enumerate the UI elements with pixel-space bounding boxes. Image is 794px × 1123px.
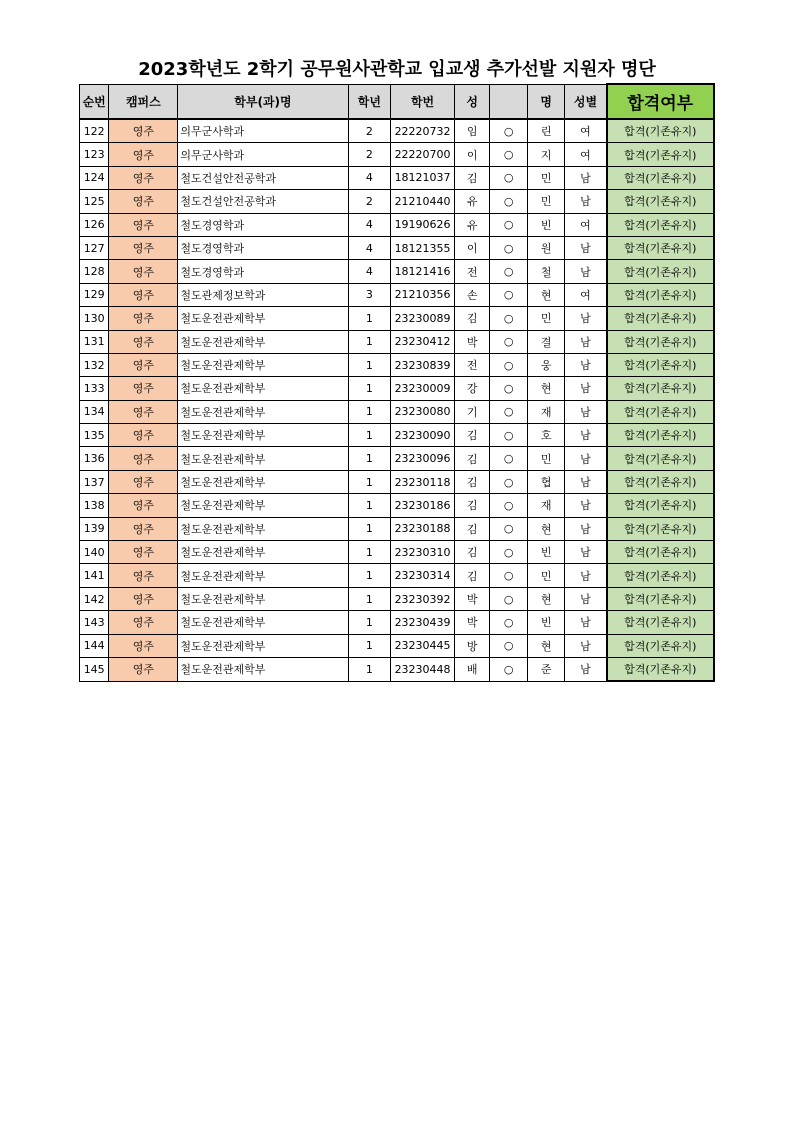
cell-no: 145 xyxy=(80,657,109,681)
column-header-given-name: 명 xyxy=(527,84,565,119)
cell-surname: 김 xyxy=(454,541,489,564)
cell-dept: 철도운전관제학부 xyxy=(178,400,348,423)
cell-year: 4 xyxy=(348,260,391,283)
cell-masked: ○ xyxy=(490,494,528,517)
cell-gender: 여 xyxy=(565,143,607,166)
cell-campus: 영주 xyxy=(109,143,178,166)
cell-given-name: 민 xyxy=(527,190,565,213)
table-row xyxy=(80,587,715,610)
cell-gender: 남 xyxy=(565,611,607,634)
cell-masked: ○ xyxy=(490,517,528,540)
table-row xyxy=(80,190,715,213)
cell-dept: 철도운전관제학부 xyxy=(178,494,348,517)
cell-dept: 철도건설안전공학과 xyxy=(178,190,348,213)
cell-gender: 남 xyxy=(565,517,607,540)
cell-dept: 철도운전관제학부 xyxy=(178,611,348,634)
cell-campus: 영주 xyxy=(109,377,178,400)
cell-student-id: 23230448 xyxy=(391,657,455,681)
cell-result: 합격(기존유지) xyxy=(607,307,715,330)
cell-masked: ○ xyxy=(490,470,528,493)
cell-no: 131 xyxy=(80,330,109,353)
cell-masked: ○ xyxy=(490,657,528,681)
cell-masked: ○ xyxy=(490,143,528,166)
cell-surname: 손 xyxy=(454,283,489,306)
cell-surname: 김 xyxy=(454,470,489,493)
cell-given-name: 철 xyxy=(527,260,565,283)
cell-dept: 철도경영학과 xyxy=(178,213,348,236)
cell-no: 138 xyxy=(80,494,109,517)
cell-gender: 남 xyxy=(565,260,607,283)
cell-surname: 방 xyxy=(454,634,489,657)
cell-result: 합격(기존유지) xyxy=(607,119,715,143)
cell-masked: ○ xyxy=(490,353,528,376)
cell-student-id: 23230009 xyxy=(391,377,455,400)
cell-masked: ○ xyxy=(490,190,528,213)
cell-masked: ○ xyxy=(490,377,528,400)
table-row xyxy=(80,283,715,306)
cell-masked: ○ xyxy=(490,424,528,447)
table-row xyxy=(80,541,715,564)
cell-surname: 강 xyxy=(454,377,489,400)
table-row xyxy=(80,213,715,236)
cell-surname: 박 xyxy=(454,587,489,610)
cell-given-name: 웅 xyxy=(527,353,565,376)
table-row xyxy=(80,517,715,540)
cell-gender: 남 xyxy=(565,166,607,189)
cell-masked: ○ xyxy=(490,260,528,283)
cell-given-name: 현 xyxy=(527,517,565,540)
cell-no: 136 xyxy=(80,447,109,470)
cell-dept: 철도운전관제학부 xyxy=(178,353,348,376)
cell-dept: 철도운전관제학부 xyxy=(178,377,348,400)
cell-year: 1 xyxy=(348,400,391,423)
cell-campus: 영주 xyxy=(109,611,178,634)
cell-student-id: 23230090 xyxy=(391,424,455,447)
cell-no: 130 xyxy=(80,307,109,330)
cell-dept: 철도운전관제학부 xyxy=(178,564,348,587)
cell-gender: 남 xyxy=(565,330,607,353)
cell-year: 1 xyxy=(348,424,391,447)
cell-gender: 남 xyxy=(565,564,607,587)
column-header-student-id: 학번 xyxy=(391,84,455,119)
cell-student-id: 23230089 xyxy=(391,307,455,330)
cell-result: 합격(기존유지) xyxy=(607,494,715,517)
column-header-campus: 캠퍼스 xyxy=(109,84,178,119)
cell-surname: 김 xyxy=(454,166,489,189)
cell-no: 129 xyxy=(80,283,109,306)
cell-masked: ○ xyxy=(490,213,528,236)
cell-given-name: 현 xyxy=(527,377,565,400)
table-header-row xyxy=(80,84,715,119)
cell-given-name: 재 xyxy=(527,494,565,517)
cell-year: 3 xyxy=(348,283,391,306)
cell-campus: 영주 xyxy=(109,353,178,376)
cell-gender: 남 xyxy=(565,353,607,376)
table-row xyxy=(80,564,715,587)
cell-campus: 영주 xyxy=(109,564,178,587)
cell-year: 1 xyxy=(348,307,391,330)
table-row xyxy=(80,166,715,189)
cell-gender: 남 xyxy=(565,657,607,681)
cell-surname: 김 xyxy=(454,447,489,470)
cell-year: 1 xyxy=(348,611,391,634)
cell-gender: 남 xyxy=(565,190,607,213)
cell-no: 126 xyxy=(80,213,109,236)
cell-result: 합격(기존유지) xyxy=(607,541,715,564)
cell-surname: 김 xyxy=(454,307,489,330)
cell-result: 합격(기존유지) xyxy=(607,517,715,540)
cell-year: 4 xyxy=(348,236,391,259)
cell-year: 2 xyxy=(348,190,391,213)
cell-surname: 이 xyxy=(454,236,489,259)
cell-campus: 영주 xyxy=(109,494,178,517)
cell-student-id: 23230412 xyxy=(391,330,455,353)
cell-year: 1 xyxy=(348,517,391,540)
cell-no: 128 xyxy=(80,260,109,283)
column-header-no: 순번 xyxy=(80,84,109,119)
table-row xyxy=(80,307,715,330)
cell-gender: 남 xyxy=(565,470,607,493)
cell-no: 124 xyxy=(80,166,109,189)
cell-no: 127 xyxy=(80,236,109,259)
cell-result: 합격(기존유지) xyxy=(607,330,715,353)
cell-student-id: 22220732 xyxy=(391,119,455,143)
cell-no: 123 xyxy=(80,143,109,166)
cell-result: 합격(기존유지) xyxy=(607,283,715,306)
cell-result: 합격(기존유지) xyxy=(607,657,715,681)
cell-campus: 영주 xyxy=(109,119,178,143)
cell-dept: 철도운전관제학부 xyxy=(178,657,348,681)
cell-campus: 영주 xyxy=(109,236,178,259)
cell-campus: 영주 xyxy=(109,307,178,330)
cell-result: 합격(기존유지) xyxy=(607,190,715,213)
cell-year: 1 xyxy=(348,587,391,610)
cell-student-id: 21210356 xyxy=(391,283,455,306)
column-header-surname: 성 xyxy=(454,84,489,119)
cell-year: 1 xyxy=(348,470,391,493)
cell-campus: 영주 xyxy=(109,470,178,493)
cell-campus: 영주 xyxy=(109,657,178,681)
cell-dept: 철도운전관제학부 xyxy=(178,307,348,330)
cell-year: 1 xyxy=(348,330,391,353)
cell-dept: 철도운전관제학부 xyxy=(178,447,348,470)
table-row xyxy=(80,494,715,517)
cell-gender: 남 xyxy=(565,400,607,423)
cell-dept: 철도운전관제학부 xyxy=(178,424,348,447)
cell-student-id: 23230186 xyxy=(391,494,455,517)
cell-dept: 철도경영학과 xyxy=(178,236,348,259)
cell-result: 합격(기존유지) xyxy=(607,236,715,259)
cell-result: 합격(기존유지) xyxy=(607,564,715,587)
cell-no: 133 xyxy=(80,377,109,400)
cell-given-name: 현 xyxy=(527,587,565,610)
column-header-result: 합격여부 xyxy=(607,84,715,119)
cell-result: 합격(기존유지) xyxy=(607,213,715,236)
cell-result: 합격(기존유지) xyxy=(607,143,715,166)
table-row xyxy=(80,330,715,353)
cell-dept: 의무군사학과 xyxy=(178,143,348,166)
cell-masked: ○ xyxy=(490,541,528,564)
table-row xyxy=(80,400,715,423)
cell-gender: 남 xyxy=(565,377,607,400)
table-row xyxy=(80,657,715,681)
cell-student-id: 23230439 xyxy=(391,611,455,634)
cell-dept: 철도건설안전공학과 xyxy=(178,166,348,189)
cell-given-name: 지 xyxy=(527,143,565,166)
cell-given-name: 민 xyxy=(527,564,565,587)
cell-result: 합격(기존유지) xyxy=(607,634,715,657)
cell-surname: 이 xyxy=(454,143,489,166)
cell-result: 합격(기존유지) xyxy=(607,260,715,283)
cell-result: 합격(기존유지) xyxy=(607,166,715,189)
cell-year: 1 xyxy=(348,541,391,564)
cell-student-id: 23230188 xyxy=(391,517,455,540)
cell-dept: 철도경영학과 xyxy=(178,260,348,283)
cell-given-name: 준 xyxy=(527,657,565,681)
cell-student-id: 23230314 xyxy=(391,564,455,587)
table-body xyxy=(80,119,715,681)
cell-result: 합격(기존유지) xyxy=(607,400,715,423)
table-row xyxy=(80,470,715,493)
cell-year: 1 xyxy=(348,564,391,587)
cell-year: 1 xyxy=(348,353,391,376)
cell-campus: 영주 xyxy=(109,517,178,540)
cell-result: 합격(기존유지) xyxy=(607,470,715,493)
cell-given-name: 빈 xyxy=(527,611,565,634)
cell-no: 140 xyxy=(80,541,109,564)
cell-student-id: 18121416 xyxy=(391,260,455,283)
cell-campus: 영주 xyxy=(109,260,178,283)
cell-surname: 김 xyxy=(454,517,489,540)
cell-campus: 영주 xyxy=(109,400,178,423)
cell-given-name: 호 xyxy=(527,424,565,447)
cell-given-name: 현 xyxy=(527,634,565,657)
cell-gender: 여 xyxy=(565,283,607,306)
column-header-gender: 성별 xyxy=(565,84,607,119)
cell-given-name: 민 xyxy=(527,447,565,470)
cell-campus: 영주 xyxy=(109,190,178,213)
cell-year: 4 xyxy=(348,213,391,236)
cell-surname: 전 xyxy=(454,260,489,283)
cell-result: 합격(기존유지) xyxy=(607,611,715,634)
cell-dept: 철도운전관제학부 xyxy=(178,634,348,657)
cell-student-id: 23230118 xyxy=(391,470,455,493)
cell-year: 2 xyxy=(348,143,391,166)
cell-gender: 남 xyxy=(565,447,607,470)
table-row xyxy=(80,236,715,259)
cell-result: 합격(기존유지) xyxy=(607,447,715,470)
cell-result: 합격(기존유지) xyxy=(607,377,715,400)
table-row xyxy=(80,353,715,376)
cell-surname: 김 xyxy=(454,424,489,447)
cell-given-name: 민 xyxy=(527,307,565,330)
cell-masked: ○ xyxy=(490,587,528,610)
cell-dept: 철도운전관제학부 xyxy=(178,587,348,610)
column-header-dept: 학부(과)명 xyxy=(178,84,348,119)
page-title: 2023학년도 2학기 공무원사관학교 입교생 추가선발 지원자 명단 xyxy=(138,59,656,80)
cell-no: 125 xyxy=(80,190,109,213)
cell-masked: ○ xyxy=(490,307,528,330)
cell-surname: 유 xyxy=(454,190,489,213)
cell-surname: 김 xyxy=(454,564,489,587)
cell-gender: 남 xyxy=(565,494,607,517)
cell-no: 122 xyxy=(80,119,109,143)
cell-given-name: 협 xyxy=(527,470,565,493)
cell-student-id: 23230096 xyxy=(391,447,455,470)
cell-student-id: 22220700 xyxy=(391,143,455,166)
cell-surname: 박 xyxy=(454,611,489,634)
cell-gender: 남 xyxy=(565,307,607,330)
cell-gender: 여 xyxy=(565,213,607,236)
cell-campus: 영주 xyxy=(109,213,178,236)
cell-surname: 전 xyxy=(454,353,489,376)
cell-masked: ○ xyxy=(490,634,528,657)
table-row xyxy=(80,611,715,634)
cell-given-name: 빈 xyxy=(527,541,565,564)
cell-surname: 배 xyxy=(454,657,489,681)
cell-gender: 여 xyxy=(565,119,607,143)
cell-given-name: 민 xyxy=(527,166,565,189)
cell-no: 142 xyxy=(80,587,109,610)
cell-dept: 철도운전관제학부 xyxy=(178,330,348,353)
cell-student-id: 21210440 xyxy=(391,190,455,213)
cell-no: 134 xyxy=(80,400,109,423)
table-row xyxy=(80,377,715,400)
table-row xyxy=(80,447,715,470)
cell-masked: ○ xyxy=(490,400,528,423)
cell-masked: ○ xyxy=(490,283,528,306)
table-row xyxy=(80,119,715,143)
cell-given-name: 린 xyxy=(527,119,565,143)
cell-year: 4 xyxy=(348,166,391,189)
cell-dept: 철도운전관제학부 xyxy=(178,541,348,564)
cell-given-name: 원 xyxy=(527,236,565,259)
cell-no: 132 xyxy=(80,353,109,376)
cell-year: 1 xyxy=(348,494,391,517)
cell-gender: 남 xyxy=(565,634,607,657)
cell-given-name: 재 xyxy=(527,400,565,423)
cell-surname: 유 xyxy=(454,213,489,236)
cell-surname: 김 xyxy=(454,494,489,517)
cell-gender: 남 xyxy=(565,424,607,447)
cell-student-id: 18121355 xyxy=(391,236,455,259)
cell-dept: 철도운전관제학부 xyxy=(178,470,348,493)
cell-campus: 영주 xyxy=(109,166,178,189)
table-row xyxy=(80,634,715,657)
cell-gender: 남 xyxy=(565,541,607,564)
cell-gender: 남 xyxy=(565,236,607,259)
table-row xyxy=(80,143,715,166)
cell-surname: 임 xyxy=(454,119,489,143)
cell-no: 137 xyxy=(80,470,109,493)
cell-result: 합격(기존유지) xyxy=(607,353,715,376)
cell-student-id: 19190626 xyxy=(391,213,455,236)
cell-student-id: 23230310 xyxy=(391,541,455,564)
cell-year: 1 xyxy=(348,377,391,400)
cell-given-name: 빈 xyxy=(527,213,565,236)
cell-dept: 의무군사학과 xyxy=(178,119,348,143)
cell-masked: ○ xyxy=(490,447,528,470)
cell-year: 1 xyxy=(348,657,391,681)
cell-student-id: 23230392 xyxy=(391,587,455,610)
cell-masked: ○ xyxy=(490,611,528,634)
cell-campus: 영주 xyxy=(109,330,178,353)
cell-given-name: 현 xyxy=(527,283,565,306)
cell-campus: 영주 xyxy=(109,541,178,564)
applicant-table xyxy=(79,83,715,682)
cell-given-name: 결 xyxy=(527,330,565,353)
cell-surname: 기 xyxy=(454,400,489,423)
cell-year: 1 xyxy=(348,447,391,470)
cell-year: 2 xyxy=(348,119,391,143)
cell-student-id: 18121037 xyxy=(391,166,455,189)
cell-student-id: 23230445 xyxy=(391,634,455,657)
cell-campus: 영주 xyxy=(109,587,178,610)
cell-surname: 박 xyxy=(454,330,489,353)
cell-masked: ○ xyxy=(490,564,528,587)
cell-dept: 철도운전관제학부 xyxy=(178,517,348,540)
column-header-masked xyxy=(490,84,528,119)
cell-campus: 영주 xyxy=(109,424,178,447)
cell-dept: 철도관제정보학과 xyxy=(178,283,348,306)
cell-masked: ○ xyxy=(490,119,528,143)
column-header-year: 학년 xyxy=(348,84,391,119)
table-row xyxy=(80,424,715,447)
cell-masked: ○ xyxy=(490,330,528,353)
cell-student-id: 23230839 xyxy=(391,353,455,376)
cell-no: 141 xyxy=(80,564,109,587)
cell-campus: 영주 xyxy=(109,634,178,657)
cell-no: 144 xyxy=(80,634,109,657)
cell-campus: 영주 xyxy=(109,283,178,306)
cell-gender: 남 xyxy=(565,587,607,610)
cell-campus: 영주 xyxy=(109,447,178,470)
cell-no: 135 xyxy=(80,424,109,447)
cell-masked: ○ xyxy=(490,236,528,259)
cell-no: 139 xyxy=(80,517,109,540)
table-row xyxy=(80,260,715,283)
cell-result: 합격(기존유지) xyxy=(607,424,715,447)
cell-masked: ○ xyxy=(490,166,528,189)
cell-student-id: 23230080 xyxy=(391,400,455,423)
cell-year: 1 xyxy=(348,634,391,657)
cell-result: 합격(기존유지) xyxy=(607,587,715,610)
cell-no: 143 xyxy=(80,611,109,634)
